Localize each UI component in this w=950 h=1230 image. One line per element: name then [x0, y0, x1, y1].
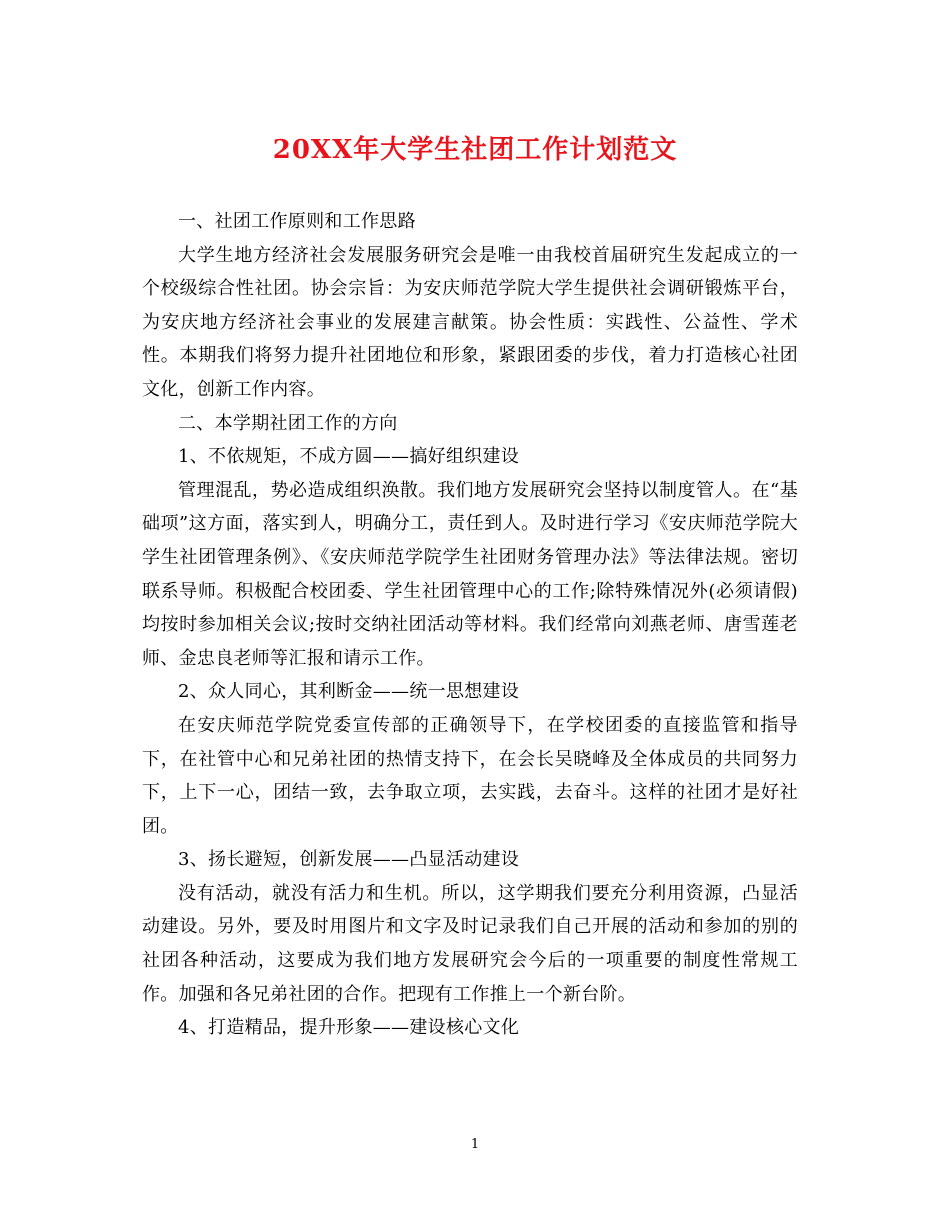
page-number: 1 — [470, 1137, 480, 1152]
section-heading-1: 一、社团工作原则和工作思路 — [178, 211, 416, 232]
body-paragraph: 大学生地方经济社会发展服务研究会是唯一由我校首届研究生发起成立的一个校级综合性社团。协会宗旨：为安庆师范学院大学生提供社会调研锻炼平台，为安庆地方经济社会事业的发展建言献策。协会性质：实践性、公益性、学术性。本期我们将努力提升社团地位和形象，紧跟团委的步伐，着力打造核心社团文化，创新工作内容。 — [142, 244, 798, 400]
body-paragraph: 没有活动，就没有活力和生机。所以，这学期我们要充分利用资源，凸显活动建设。另外，要及时用图片和文字及时记录我们自己开展的活动和参加的别的社团各种活动，这要成为我们地方发展研究会今后的一项重要的制度性常规工作。加强和各兄弟社团的合作。把现有工作推上一个新台阶。 — [142, 882, 798, 1005]
subheading-1: 1、不依规矩，不成方圆——搞好组织建设 — [178, 446, 520, 468]
body-paragraph: 管理混乱，势必造成组织涣散。我们地方发展研究会坚持以制度管人。在“基础项”这方面，落实到人，明确分工，责任到人。及时进行学习《安庆师范学院大学生社团管理条例》、《安庆师范学院学生社团财务管理办法》等法律法规。密切联系导师。积极配合校团委、学生社团管理中心的工作;除特殊情况外(必须请假)均按时参加相关会议;按时交纳社团活动等材料。我们经常向刘燕老师、唐雪莲老师、金忠良老师等汇报和请示工作。 — [142, 479, 798, 669]
document-body — [142, 205, 798, 1045]
subheading-2: 2、众人同心，其利断金——统一思想建设 — [178, 681, 520, 703]
body-paragraph: 在安庆师范学院党委宣传部的正确领导下，在学校团委的直接监管和指导下，在社管中心和兄弟社团的热情支持下，在会长吴晓峰及全体成员的共同努力下，上下一心，团结一致，去争取立项，去实践，去奋斗。这样的社团才是好社团。 — [142, 714, 798, 837]
section-heading-2: 二、本学期社团工作的方向 — [178, 412, 398, 434]
document-title: 20XX年大学生社团工作计划范文 — [272, 135, 678, 165]
subheading-4: 4、打造精品，提升形象——建设核心文化 — [178, 1017, 520, 1039]
subheading-3: 3、扬长避短，创新发展——凸显活动建设 — [178, 849, 520, 871]
